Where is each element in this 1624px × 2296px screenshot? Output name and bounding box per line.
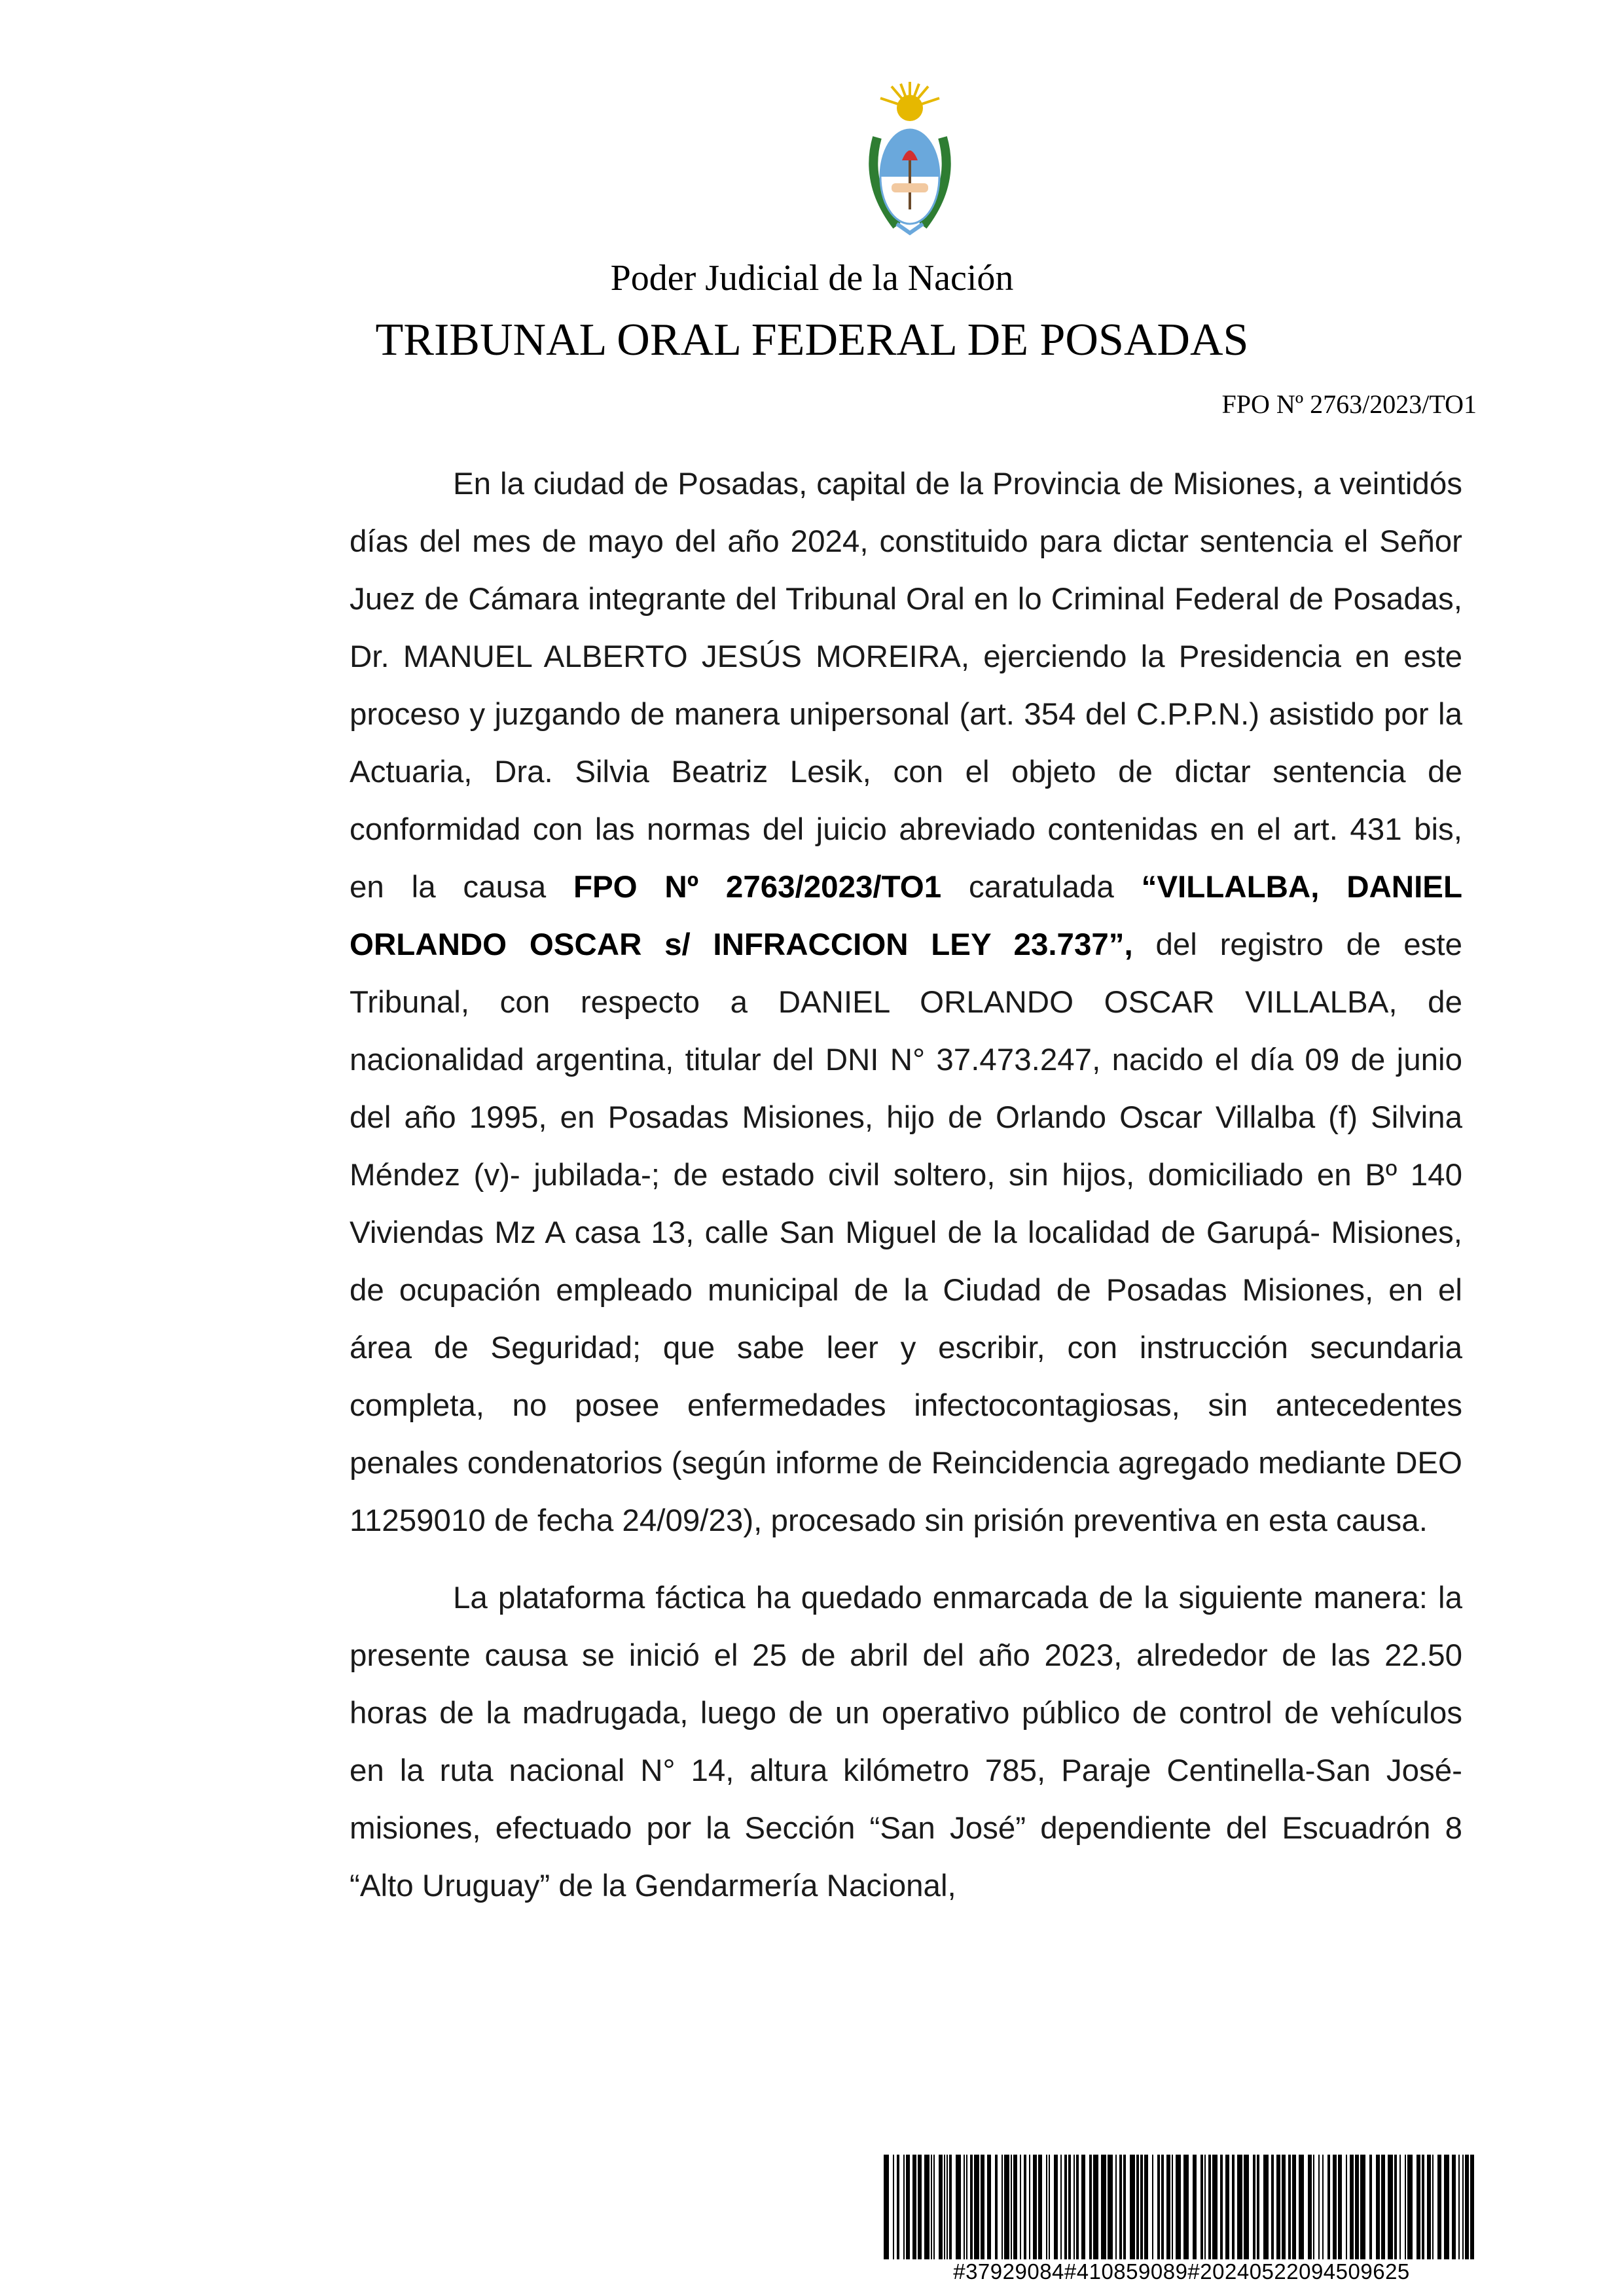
- case-number-bold: FPO Nº 2763/2023/TO1: [573, 870, 942, 905]
- institution-name: Poder Judicial de la Nación: [610, 258, 1014, 298]
- paragraph-1-text-c: del registro de este Tribunal, con respecto a DANIEL ORLANDO OSCAR VILLALBA, de nacionalidad argentina, titular del DNI N° 37.473.247, nacido el día 09 de junio del año 1995, en Posadas Misiones, hijo de Orlando Oscar Villalba (f) Silvina Méndez (v)- jubilada-; de estado civil soltero, sin hijos, domiciliado en Bº 140 Viviendas Mz A casa 13, calle San Miguel de la localidad de Garupá- Misiones, de ocupación empleado municipal de la Ciudad de Posadas Misiones, en el área de Seguridad; que sabe leer y escribir, con instrucción secundaria completa, no posee enfermedades infectocontagiosas, sin antecedentes penales condenatorios (según informe de Reincidencia agregado mediante DEO 11259010 de fecha 24/09/23), procesado sin prisión preventiva en esta causa.: [350, 927, 1463, 1538]
- paragraph-1-text-b: caratulada: [941, 870, 1142, 905]
- paragraph-1-text-a: En la ciudad de Posadas, capital de la Provincia de Misiones, a veintidós días del mes de mayo del año 2024, constituido para dictar sentencia el Señor Juez de Cámara integrante del Tribunal Oral en lo Criminal Federal de Posadas, Dr. MANUEL ALBERTO JESÚS MOREIRA, ejerciendo la Presidencia en este proceso y juzgando de manera unipersonal (art. 354 del C.P.P.N.) asistido por la Actuaria, Dra. Silvia Beatriz Lesik, con el objeto de dictar sentencia de conformidad con las normas del juicio abreviado contenidas en el art. 431 bis, en la causa: [350, 467, 1462, 905]
- case-title-bold: “VILLALBA, DANIEL ORLANDO OSCAR s/ INFRACCION LEY 23.737”,: [350, 870, 1463, 962]
- document-body: [350, 456, 1462, 1915]
- court-name: TRIBUNAL ORAL FEDERAL DE POSADAS: [375, 315, 1249, 365]
- case-reference: FPO Nº 2763/2023/TO1: [1221, 389, 1477, 419]
- paragraph-2: La plataforma fáctica ha quedado enmarcada de la siguiente manera: la presente causa se inició el 25 de abril del año 2023, alrededor de las 22.50 horas de la madrugada, luego de un operativo público de control de vehículos en la ruta nacional N° 14, altura kilómetro 785, Paraje Centinella-San José-misiones, efectuado por la Sección “San José” dependiente del Escuadrón 8 “Alto Uruguay” de la Gendarmería Nacional,: [350, 1581, 1462, 1903]
- paragraph-1: [350, 456, 1462, 1550]
- barcode-icon: [884, 2155, 1479, 2259]
- argentine-coat-of-arms-icon: [851, 79, 969, 249]
- barcode-number: #37929084#410859089#20240522094509625: [953, 2259, 1410, 2284]
